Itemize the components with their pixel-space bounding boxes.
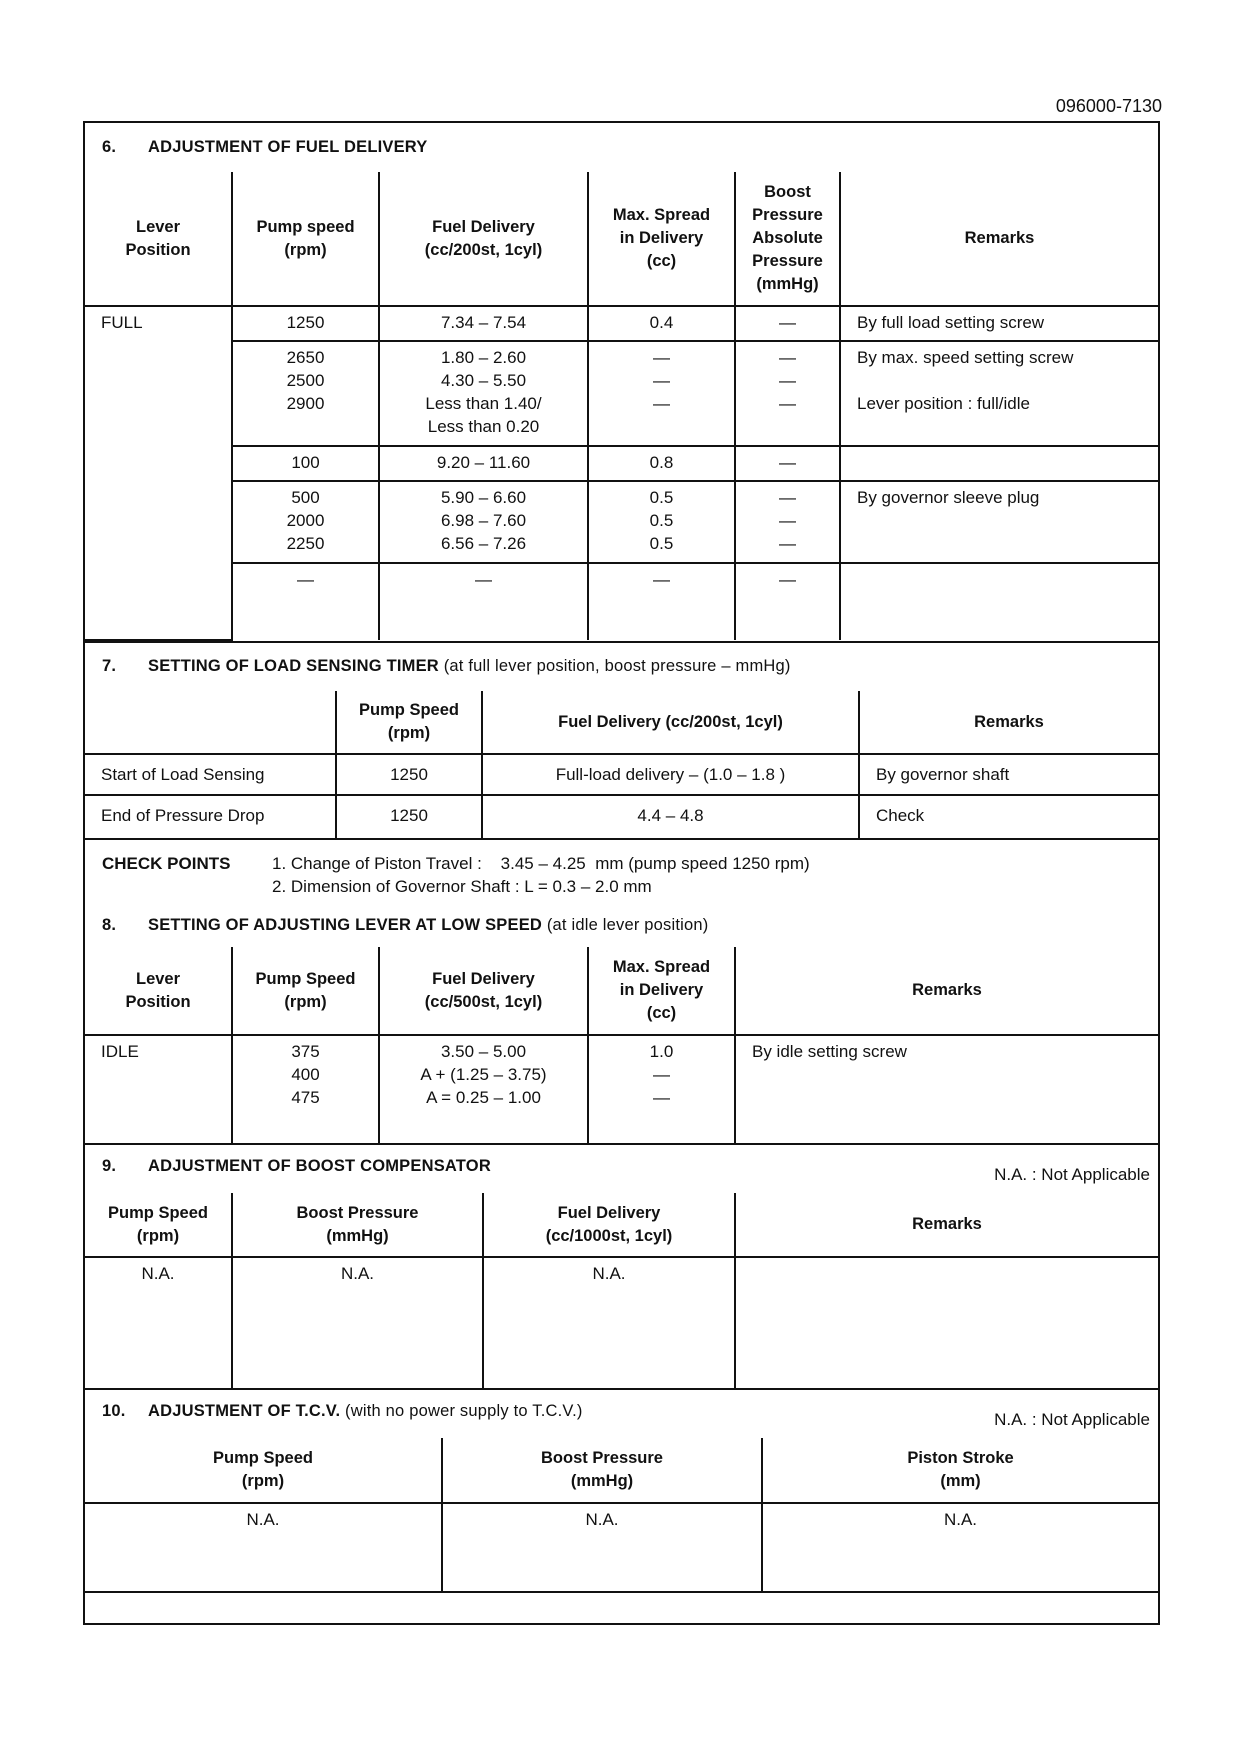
col-header-pump-speed: Pump Speed (rpm) [85, 1193, 232, 1257]
section-6 [85, 123, 1158, 643]
section-heading: ADJUSTMENT OF BOOST COMPENSATOR [148, 1157, 491, 1175]
col-header-max-spread: Max. Spread in Delivery (cc) [588, 172, 735, 306]
section-note: (at idle lever position) [546, 916, 709, 934]
col-header-remarks: Remarks [859, 691, 1158, 754]
load-sensing-table [85, 691, 1158, 840]
remarks-cell [840, 563, 1158, 640]
document-number: 096000-7130 [1055, 96, 1162, 116]
table-row [85, 481, 1158, 563]
section-8-title [102, 916, 708, 935]
col-header-lever-position: Lever Position [85, 172, 232, 306]
tcv-table [85, 1438, 1158, 1593]
fuel-delivery-cell: 1.80 – 2.60 4.30 – 5.50 Less than 1.40/ Less than 0.20 [379, 341, 588, 446]
section-heading: SETTING OF LOAD SENSING TIMER [148, 657, 439, 675]
not-applicable-note: N.A. : Not Applicable [994, 1165, 1150, 1184]
section-7 [85, 643, 1158, 840]
pump-speed-cell: 375 400 475 [232, 1035, 379, 1145]
row-label: End of Pressure Drop [85, 795, 336, 840]
section-note: (with no power supply to T.C.V.) [345, 1402, 583, 1420]
section-number: 10. [102, 1402, 126, 1420]
col-header-fuel-delivery: Fuel Delivery (cc/500st, 1cyl) [379, 947, 588, 1035]
col-header-max-spread: Max. Spread in Delivery (cc) [588, 947, 735, 1035]
col-header-fuel-delivery: Fuel Delivery (cc/200st, 1cyl) [379, 172, 588, 306]
section-number: 8. [102, 916, 117, 934]
max-spread-cell: 0.8 [588, 446, 735, 481]
pump-speed-cell: 1250 [336, 795, 482, 840]
not-applicable-note: N.A. : Not Applicable [994, 1410, 1150, 1429]
check-points [102, 852, 810, 898]
col-header-fuel-delivery: Fuel Delivery (cc/200st, 1cyl) [482, 691, 859, 754]
section-heading: ADJUSTMENT OF FUEL DELIVERY [148, 138, 428, 156]
fuel-delivery-table [85, 172, 1158, 641]
table-row [85, 341, 1158, 446]
col-header-boost-pressure: Boost Pressure Absolute Pressure (mmHg) [735, 172, 840, 306]
table-row [85, 754, 1158, 795]
table-row [85, 1035, 1158, 1145]
max-spread-cell: 0.5 0.5 0.5 [588, 481, 735, 563]
col-header-pump-speed: Pump Speed (rpm) [232, 947, 379, 1035]
fuel-delivery-cell: N.A. [483, 1257, 735, 1390]
col-header-boost-pressure: Boost Pressure (mmHg) [442, 1438, 762, 1503]
check-point-2: 2. Dimension of Governor Shaft : L = 0.3 – 2.0 mm [272, 877, 652, 896]
remarks-cell: By governor sleeve plug [840, 481, 1158, 563]
remarks-cell [735, 1257, 1158, 1390]
fuel-delivery-cell: 3.50 – 5.00 A + (1.25 – 3.75) A = 0.25 – 1.00 [379, 1035, 588, 1145]
remarks-cell [840, 446, 1158, 481]
col-header-piston-stroke: Piston Stroke (mm) [762, 1438, 1158, 1503]
col-header-pump-speed: Pump Speed (rpm) [85, 1438, 442, 1503]
table-row [85, 563, 1158, 640]
fuel-delivery-cell: 5.90 – 6.60 6.98 – 7.60 6.56 – 7.26 [379, 481, 588, 563]
table-row [85, 1257, 1158, 1390]
spec-sheet-frame [83, 121, 1160, 1625]
section-number: 9. [102, 1157, 117, 1175]
section-6-title [102, 138, 428, 157]
remarks-cell: By governor shaft [859, 754, 1158, 795]
section-9 [85, 1145, 1158, 1390]
boost-pressure-cell: — [735, 563, 840, 640]
boost-pressure-cell: N.A. [232, 1257, 483, 1390]
max-spread-cell: — [588, 563, 735, 640]
col-header-pump-speed: Pump Speed (rpm) [336, 691, 482, 754]
col-header-lever-position: Lever Position [85, 947, 232, 1035]
section-heading: ADJUSTMENT OF T.C.V. [148, 1402, 341, 1420]
fuel-delivery-cell: — [379, 563, 588, 640]
remarks-cell: Check [859, 795, 1158, 840]
pump-speed-cell: N.A. [85, 1503, 442, 1592]
lever-position-cell: FULL [85, 306, 232, 640]
lever-position-cell: IDLE [85, 1035, 232, 1145]
pump-speed-cell: 1250 [232, 306, 379, 341]
boost-pressure-cell: N.A. [442, 1503, 762, 1592]
fuel-delivery-cell: 7.34 – 7.54 [379, 306, 588, 341]
table-row [85, 1503, 1158, 1592]
section-10-title [102, 1402, 583, 1421]
col-header-remarks: Remarks [735, 1193, 1158, 1257]
pump-speed-cell: 100 [232, 446, 379, 481]
table-row [85, 795, 1158, 840]
section-note: (at full lever position, boost pressure – mmHg) [443, 657, 791, 675]
piston-stroke-cell: N.A. [762, 1503, 1158, 1592]
low-speed-lever-table [85, 947, 1158, 1145]
boost-pressure-cell: — — — [735, 481, 840, 563]
pump-speed-cell: 500 2000 2250 [232, 481, 379, 563]
section-9-title [102, 1157, 491, 1176]
table-row [85, 306, 1158, 341]
pump-speed-cell: N.A. [85, 1257, 232, 1390]
col-header-blank [85, 691, 336, 754]
row-label: Start of Load Sensing [85, 754, 336, 795]
check-points-label: CHECK POINTS [102, 854, 231, 873]
col-header-pump-speed: Pump speed (rpm) [232, 172, 379, 306]
section-heading: SETTING OF ADJUSTING LEVER AT LOW SPEED [148, 916, 543, 934]
pump-speed-cell: 1250 [336, 754, 482, 795]
col-header-remarks: Remarks [840, 172, 1158, 306]
section-number: 6. [102, 138, 117, 156]
section-number: 7. [102, 657, 117, 675]
pump-speed-cell: — [232, 563, 379, 640]
col-header-remarks: Remarks [735, 947, 1158, 1035]
max-spread-cell: 1.0 — — [588, 1035, 735, 1145]
boost-compensator-table [85, 1193, 1158, 1390]
col-header-fuel-delivery: Fuel Delivery (cc/1000st, 1cyl) [483, 1193, 735, 1257]
fuel-delivery-cell: 4.4 – 4.8 [482, 795, 859, 840]
remarks-cell: By idle setting screw [735, 1035, 1158, 1145]
fuel-delivery-cell: 9.20 – 11.60 [379, 446, 588, 481]
boost-pressure-cell: — [735, 306, 840, 341]
check-point-1: 1. Change of Piston Travel : 3.45 – 4.25 mm (pump speed 1250 rpm) [272, 854, 810, 873]
col-header-boost-pressure: Boost Pressure (mmHg) [232, 1193, 483, 1257]
remarks-cell: By max. speed setting screw Lever position : full/idle [840, 341, 1158, 446]
table-row [85, 446, 1158, 481]
boost-pressure-cell: — — — [735, 341, 840, 446]
section-10 [85, 1390, 1158, 1625]
remarks-cell: By full load setting screw [840, 306, 1158, 341]
max-spread-cell: — — — [588, 341, 735, 446]
pump-speed-cell: 2650 2500 2900 [232, 341, 379, 446]
section-7-title [102, 657, 791, 676]
max-spread-cell: 0.4 [588, 306, 735, 341]
boost-pressure-cell: — [735, 446, 840, 481]
section-8 [85, 840, 1158, 1145]
fuel-delivery-cell: Full-load delivery – (1.0 – 1.8 ) [482, 754, 859, 795]
